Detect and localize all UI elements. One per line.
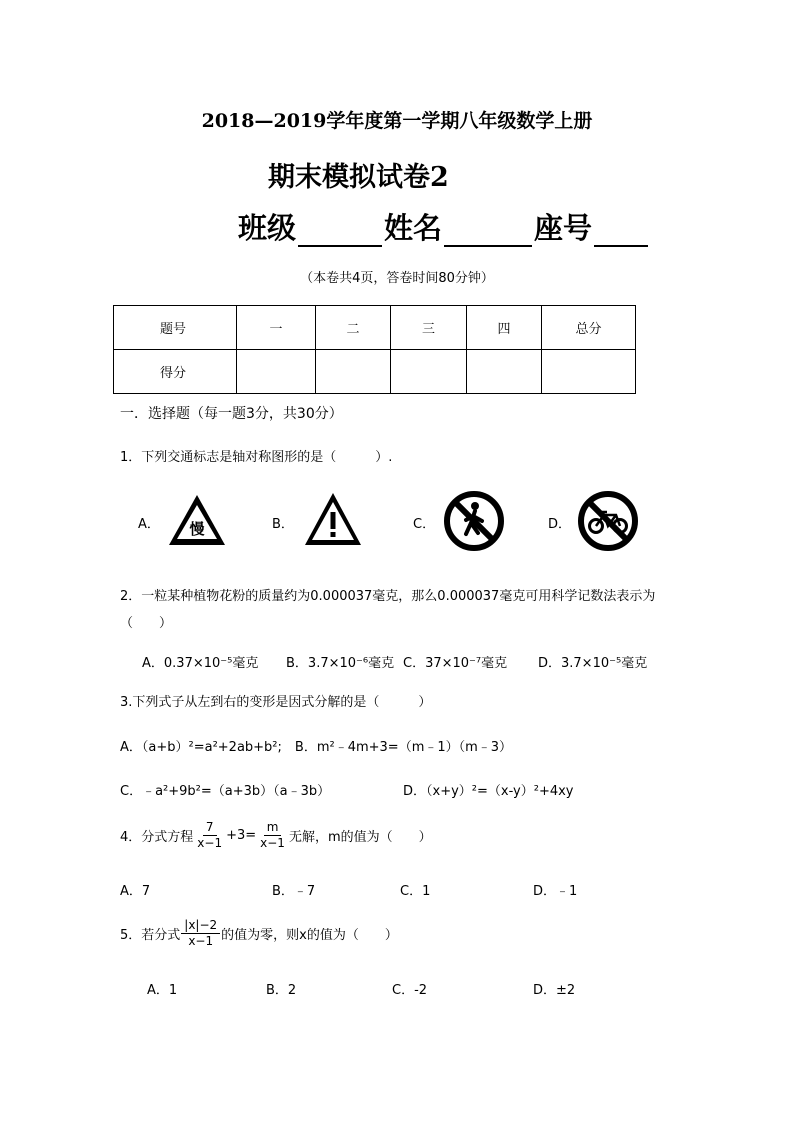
name-label: 姓名 [384, 211, 443, 245]
score-cell[interactable] [542, 350, 636, 394]
exam-header-line1: 2018—2019学年度第一学期八年级数学上册 [201, 110, 593, 132]
score-cell[interactable] [467, 350, 542, 394]
score-cell[interactable] [316, 350, 391, 394]
q2-option-d: D．3.7×10⁻⁵毫克 [538, 656, 648, 671]
q5-fraction-denominator: x−1 [188, 934, 214, 948]
q1-option-b-label: B． [272, 517, 294, 532]
no-pedestrian-sign-icon [442, 490, 506, 552]
slow-sign-icon [166, 492, 228, 548]
q4-fraction-2-denominator: x−1 [260, 836, 285, 850]
class-blank[interactable] [298, 217, 382, 247]
q4-fraction-2 [257, 820, 288, 851]
question-1-text: 1．下列交通标志是轴对称图形的是（ ）. [120, 450, 393, 465]
q3-option-d: D．（x+y）²=（x-y）²+4xy [403, 784, 574, 799]
q4-middle: +3= [226, 828, 257, 843]
table-header-cell: 总分 [542, 306, 636, 350]
q4-option-a: A．7 [120, 884, 151, 899]
q4-fraction-1-denominator: x−1 [197, 836, 223, 850]
score-cell[interactable] [237, 350, 316, 394]
exam-note: （本卷共4页，答卷时间80分钟） [300, 271, 494, 286]
question-2-text: 2．一粒某种植物花粉的质量约为0.000037毫克，那么0.000037毫克可用科学记数法表示为 [120, 589, 656, 604]
q5-option-c: C．-2 [392, 983, 428, 998]
table-header-cell: 题号 [114, 306, 237, 350]
student-info-line [238, 206, 650, 247]
q4-option-b: B．﹣7 [272, 884, 316, 899]
section-title: 一．选择题（每一题3分，共30分） [120, 406, 343, 422]
table-header-cell: 四 [467, 306, 542, 350]
table-header-cell: 二 [316, 306, 391, 350]
q3-option-c: C．﹣a²+9b²=（a+3b）（a﹣3b） [120, 784, 331, 799]
q4-suffix: 无解，m的值为（ ） [288, 830, 432, 845]
table-header-cell: 三 [391, 306, 467, 350]
question-3-text: 3.下列式子从左到右的变形是因式分解的是（ ） [120, 695, 432, 710]
q1-option-a-label: A． [138, 517, 160, 532]
score-table [113, 305, 636, 394]
q4-option-d: D．﹣1 [533, 884, 578, 899]
warning-sign-icon [302, 490, 364, 548]
q4-prefix: 4．分式方程 [120, 830, 194, 845]
exam-title: 期末模拟试卷2 [268, 162, 449, 193]
score-table-score-row [114, 350, 636, 394]
q5-fraction-numerator: |x|−2 [181, 918, 220, 934]
q1-option-c-label: C． [413, 517, 436, 532]
q5-fraction [181, 918, 220, 949]
table-header-cell: 一 [237, 306, 316, 350]
q4-option-c: C．1 [400, 884, 431, 899]
q3-options-ab: A．（a+b）²=a²+2ab+b²; B．m²﹣4m+3=（m﹣1）（m﹣3） [120, 740, 513, 755]
score-table-header-row [114, 306, 636, 350]
q4-fraction-2-numerator: m [264, 820, 282, 836]
slow-sign-text: 慢 [189, 520, 205, 538]
score-cell[interactable] [391, 350, 467, 394]
name-blank[interactable] [444, 217, 532, 247]
q2-option-c: C．37×10⁻⁷毫克 [403, 656, 508, 671]
score-row-label: 得分 [114, 350, 237, 394]
question-5-text [120, 918, 398, 949]
q5-option-a: A．1 [147, 983, 178, 998]
seat-label: 座号 [534, 211, 593, 245]
q5-option-b: B．2 [266, 983, 297, 998]
q5-prefix: 5．若分式 [120, 928, 181, 943]
class-label: 班级 [238, 211, 297, 245]
q4-fraction-1 [194, 820, 225, 851]
question-4-text [120, 820, 432, 851]
no-bicycle-sign-icon [576, 490, 640, 552]
q1-option-d-label: D． [548, 517, 572, 532]
q5-option-d: D．±2 [533, 983, 576, 998]
q2-option-b: B．3.7×10⁻⁶毫克 [286, 656, 395, 671]
q2-option-a: A．0.37×10⁻⁵毫克 [142, 656, 259, 671]
q4-fraction-1-numerator: 7 [203, 820, 217, 836]
question-2-paren: （ ） [120, 616, 173, 631]
q5-suffix: 的值为零，则x的值为（ ） [221, 928, 398, 943]
seat-blank[interactable] [594, 217, 648, 247]
